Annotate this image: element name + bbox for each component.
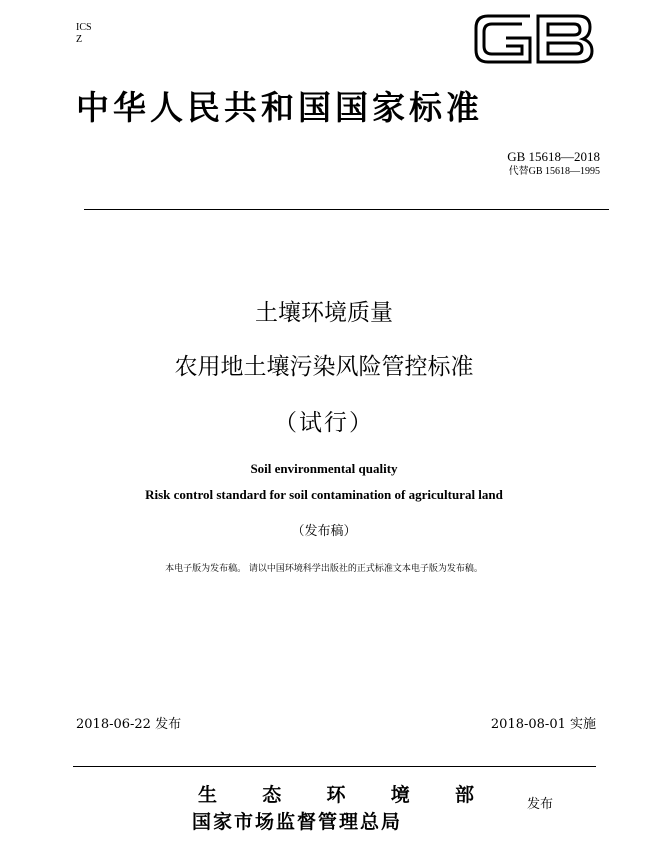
- issuer-char: 部: [454, 784, 474, 806]
- implementation-date: 2018-08-01 实施: [490, 717, 596, 732]
- category-code: Z: [76, 34, 83, 45]
- national-standard-title: 中华人民共和国国家标准: [76, 88, 483, 127]
- replaces-standard: 代替GB 15618—1995: [508, 166, 600, 177]
- classification-codes: [76, 22, 92, 46]
- issue-date: 2018-06-22 发布: [76, 717, 182, 732]
- cn-title-line2: 农用地土壤污染风险管控标准: [174, 354, 474, 380]
- cn-title-line3: （试行）: [274, 410, 374, 436]
- issuer-char: 环: [326, 784, 346, 806]
- top-divider: [84, 209, 609, 210]
- publish-label: 发布: [527, 797, 554, 812]
- draft-label: （发布稿）: [291, 524, 357, 539]
- cn-title-line1: 土壤环境质量: [255, 300, 393, 326]
- electronic-version-notice: 本电子版为发布稿。 请以中国环境科学出版社的正式标准文本电子版为发布稿。: [165, 564, 483, 574]
- issuer-char: 境: [390, 784, 410, 806]
- gb-logo: [470, 4, 598, 74]
- gb-logo-text: GB: [470, 4, 472, 5]
- issuer-market-regulation: 国家市场监督管理总局: [192, 811, 403, 833]
- issuer-char: 态: [262, 784, 282, 806]
- ics-label: ICS: [76, 22, 92, 33]
- en-title-line2: Risk control standard for soil contamination of agricultural land: [145, 487, 503, 502]
- bottom-divider: [73, 766, 596, 767]
- issuer-ministry: [198, 783, 474, 807]
- issuer-char: 生: [198, 784, 218, 806]
- en-title-line1: Soil environmental quality: [250, 461, 398, 476]
- standard-number: GB 15618—2018: [507, 149, 600, 164]
